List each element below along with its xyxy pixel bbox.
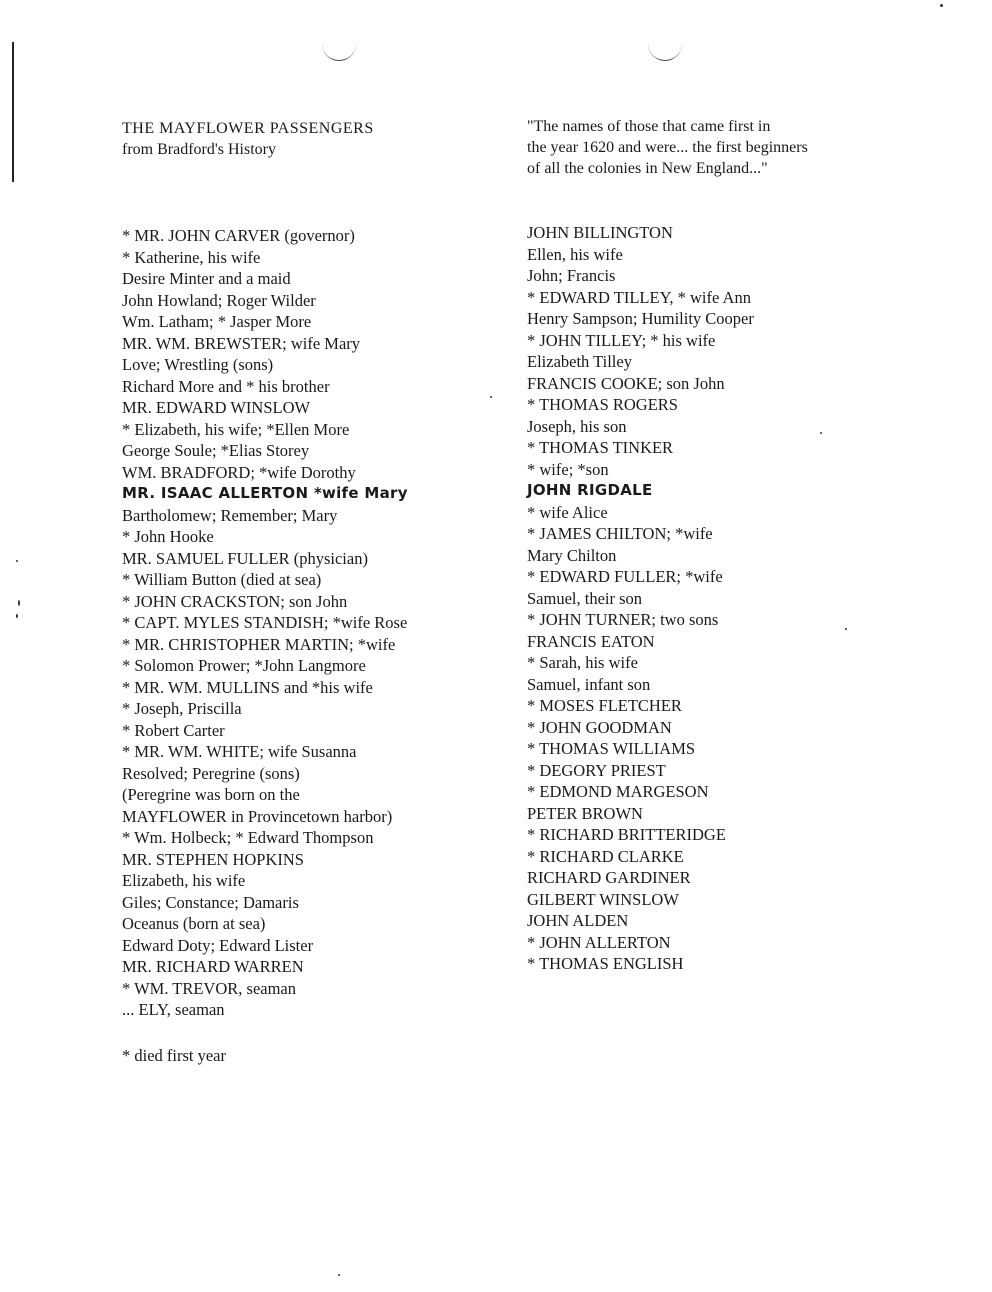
passenger-entry: John Howland; Roger Wilder: [122, 290, 316, 310]
passenger-entry: ... ELY, seaman: [122, 1000, 225, 1019]
epigraph-quote: [527, 116, 897, 179]
passenger-entry: * JOHN CRACKSTON; son John: [122, 591, 348, 611]
passenger-entry: * JOHN ALLERTON: [527, 932, 671, 952]
passenger-entry: Elizabeth Tilley: [527, 352, 632, 371]
punch-hole-mark-right: [648, 42, 682, 61]
passenger-entry: MR. SAMUEL FULLER (physician): [122, 548, 368, 568]
passenger-list-left: [122, 225, 502, 1021]
quote-line: "The names of those that came first in: [527, 118, 771, 135]
passenger-entry: John; Francis: [527, 266, 616, 285]
footnote: * died first year: [122, 1046, 227, 1065]
passenger-entry: * wife; *son: [527, 459, 609, 479]
quote-line: of all the colonies in New England...": [527, 160, 768, 177]
passenger-entry: Henry Sampson; Humility Cooper: [527, 309, 754, 328]
scan-speck: [16, 614, 18, 618]
passenger-entry: MR. EDWARD WINSLOW: [122, 398, 311, 417]
passenger-entry: * William Button (died at sea): [122, 570, 322, 589]
passenger-entry: * EDWARD TILLEY, * wife Ann: [527, 287, 751, 307]
passenger-entry: * Joseph, Priscilla: [122, 699, 242, 718]
passenger-entry: * MR. CHRISTOPHER MARTIN; *wife: [122, 634, 396, 654]
passenger-entry: * EDWARD FULLER; *wife: [527, 567, 723, 586]
passenger-entry: Elizabeth, his wife: [122, 871, 246, 890]
passenger-entry: * MR. WM. WHITE; wife Susanna: [122, 742, 357, 761]
passenger-entry: * THOMAS ENGLISH: [527, 954, 684, 973]
passenger-entry: * JOHN TILLEY; * his wife: [527, 330, 716, 350]
passenger-entry: * MR. JOHN CARVER (governor): [122, 226, 355, 245]
passenger-entry: * JOHN GOODMAN: [527, 717, 672, 737]
passenger-entry: Love; Wrestling (sons): [122, 355, 274, 374]
passenger-entry: Joseph, his son: [527, 416, 627, 436]
passenger-entry: * wife Alice: [527, 502, 608, 522]
passenger-entry: MR. WM. BREWSTER; wife Mary: [122, 333, 361, 353]
margin-mark: [12, 42, 14, 182]
scan-speck: [940, 4, 943, 7]
passenger-entry: PETER BROWN: [527, 803, 643, 823]
title-block: [122, 118, 374, 160]
scan-speck: [16, 560, 18, 562]
passenger-entry: Oceanus (born at sea): [122, 914, 266, 933]
passenger-entry: * Elizabeth, his wife; *Ellen More: [122, 419, 350, 439]
passenger-entry: GILBERT WINSLOW: [527, 889, 679, 909]
passenger-entry: Giles; Constance; Damaris: [122, 892, 299, 912]
passenger-list-right: [527, 222, 907, 975]
passenger-entry: MAYFLOWER in Provincetown harbor): [122, 806, 393, 826]
passenger-entry: RICHARD GARDINER: [527, 868, 691, 887]
scan-speck: [18, 600, 20, 606]
passenger-entry: * JAMES CHILTON; *wife: [527, 524, 713, 543]
passenger-entry: * WM. TREVOR, seaman: [122, 978, 296, 998]
passenger-entry: * RICHARD CLARKE: [527, 846, 684, 866]
page-subtitle: from Bradford's History: [122, 141, 276, 158]
passenger-entry: * MOSES FLETCHER: [527, 696, 682, 715]
passenger-entry: * Robert Carter: [122, 720, 225, 740]
passenger-entry: Wm. Latham; * Jasper More: [122, 312, 312, 331]
passenger-entry: (Peregrine was born on the: [122, 785, 300, 804]
passenger-entry: MR. RICHARD WARREN: [122, 957, 304, 976]
passenger-entry: MR. STEPHEN HOPKINS: [122, 849, 304, 869]
passenger-entry: * Solomon Prower; *John Langmore: [122, 656, 366, 675]
scan-speck: [338, 1274, 340, 1276]
passenger-entry: * DEGORY PRIEST: [527, 760, 666, 780]
passenger-entry: * John Hooke: [122, 527, 214, 546]
passenger-entry: * RICHARD BRITTERIDGE: [527, 825, 726, 844]
passenger-entry: * THOMAS WILLIAMS: [527, 739, 696, 758]
passenger-entry: George Soule; *Elias Storey: [122, 441, 310, 460]
page-title: THE MAYFLOWER PASSENGERS: [122, 120, 374, 137]
passenger-entry: * CAPT. MYLES STANDISH; *wife Rose: [122, 613, 408, 632]
passenger-entry: * Wm. Holbeck; * Edward Thompson: [122, 828, 374, 847]
passenger-entry: FRANCIS EATON: [527, 631, 655, 651]
passenger-entry: Bartholomew; Remember; Mary: [122, 505, 338, 525]
quote-line: the year 1620 and were... the first beginners: [527, 139, 808, 156]
passenger-entry: * MR. WM. MULLINS and *his wife: [122, 677, 373, 697]
passenger-entry: Richard More and * his brother: [122, 376, 330, 396]
passenger-entry: Samuel, infant son: [527, 674, 651, 694]
passenger-entry: * THOMAS TINKER: [527, 438, 674, 457]
passenger-entry: Samuel, their son: [527, 588, 643, 608]
passenger-entry: Desire Minter and a maid: [122, 269, 291, 288]
passenger-entry: Resolved; Peregrine (sons): [122, 763, 300, 783]
passenger-entry: * JOHN TURNER; two sons: [527, 610, 719, 629]
passenger-entry-handwritten: JOHN RIGDALE: [527, 481, 653, 499]
passenger-entry: JOHN ALDEN: [527, 911, 629, 930]
passenger-entry: Edward Doty; Edward Lister: [122, 935, 314, 955]
passenger-entry: Mary Chilton: [527, 545, 617, 565]
passenger-entry: * Katherine, his wife: [122, 247, 261, 267]
passenger-entry: WM. BRADFORD; *wife Dorothy: [122, 462, 356, 482]
passenger-entry: JOHN BILLINGTON: [527, 223, 673, 242]
passenger-entry: * Sarah, his wife: [527, 653, 638, 672]
passenger-entry: * THOMAS ROGERS: [527, 395, 678, 414]
passenger-entry-handwritten: MR. ISAAC ALLERTON *wife Mary: [122, 484, 408, 502]
passenger-entry: * EDMOND MARGESON: [527, 782, 709, 801]
passenger-entry: Ellen, his wife: [527, 244, 623, 264]
passenger-entry: FRANCIS COOKE; son John: [527, 373, 725, 393]
punch-hole-mark-left: [322, 42, 356, 61]
